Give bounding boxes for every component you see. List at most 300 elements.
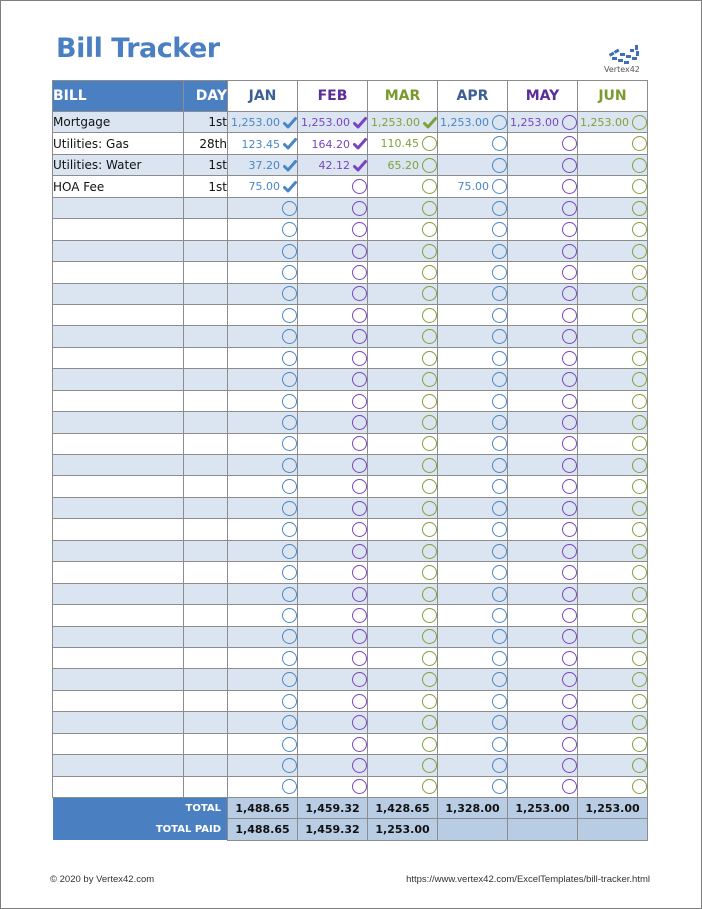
amount-cell-jan[interactable] [228,455,298,476]
amount-cell-jun[interactable] [578,712,648,733]
amount-cell-jun[interactable] [578,412,648,433]
due-day-cell[interactable]: 1st [184,176,228,197]
bill-name-cell[interactable] [53,497,184,518]
unpaid-circle-icon [632,436,647,451]
amount-cell-feb[interactable] [298,112,368,133]
due-day-cell[interactable] [184,304,228,325]
amount-cell-mar[interactable] [368,626,438,647]
amount-cell-mar[interactable] [368,647,438,668]
due-day-cell[interactable] [184,412,228,433]
amount-cell-may[interactable] [508,626,578,647]
amount-cell-jun[interactable] [578,154,648,175]
amount-cell-feb[interactable] [298,690,368,711]
amount-cell-may[interactable] [508,562,578,583]
total-paid-mar: 1,253.00 [368,819,438,840]
amount-cell-feb[interactable] [298,154,368,175]
bill-name-cell[interactable] [53,412,184,433]
amount-cell-apr[interactable] [438,712,508,733]
amount-cell-may[interactable] [508,540,578,561]
unpaid-circle-icon [562,136,577,151]
amount-cell-jan[interactable] [228,562,298,583]
amount-cell-jun[interactable] [578,240,648,261]
unpaid-circle-icon [632,479,647,494]
amount-cell-feb[interactable] [298,605,368,626]
amount-cell-mar[interactable] [368,776,438,797]
amount-cell-apr[interactable] [438,304,508,325]
unpaid-circle-icon [282,737,297,752]
unpaid-circle-icon [632,222,647,237]
due-day-cell[interactable] [184,219,228,240]
amount-cell-mar[interactable] [368,154,438,175]
amount-cell-apr[interactable] [438,755,508,776]
bill-name-cell[interactable]: Utilities: Gas [53,133,184,154]
bill-name-cell[interactable] [53,733,184,754]
due-day-cell[interactable] [184,712,228,733]
amount-cell-feb[interactable] [298,197,368,218]
bill-name-cell[interactable] [53,219,184,240]
amount-cell-mar[interactable] [368,669,438,690]
header-row [53,81,648,112]
amount-cell-apr[interactable] [438,176,508,197]
bill-name-cell[interactable] [53,519,184,540]
amount-cell-may[interactable] [508,219,578,240]
due-day-cell[interactable] [184,562,228,583]
amount-cell-mar[interactable] [368,733,438,754]
amount-cell-jan[interactable] [228,326,298,347]
bill-name-cell[interactable] [53,197,184,218]
amount-cell-jan[interactable] [228,176,298,197]
due-day-cell[interactable] [184,197,228,218]
amount-cell-jun[interactable] [578,626,648,647]
unpaid-circle-icon [282,651,297,666]
amount-cell-may[interactable] [508,347,578,368]
amount-cell-feb[interactable] [298,176,368,197]
due-day-cell[interactable] [184,647,228,668]
amount-cell-jun[interactable] [578,219,648,240]
amount-cell-feb[interactable] [298,733,368,754]
amount-cell-jan[interactable] [228,197,298,218]
amount-cell-may[interactable] [508,712,578,733]
amount-cell-feb[interactable] [298,433,368,454]
amount-cell-may[interactable] [508,455,578,476]
due-day-cell[interactable] [184,455,228,476]
bill-name-cell[interactable] [53,776,184,797]
bill-name-cell[interactable] [53,240,184,261]
amount-cell-jan[interactable] [228,240,298,261]
bill-name-cell[interactable] [53,283,184,304]
amount-cell-jan[interactable] [228,605,298,626]
due-day-cell[interactable] [184,669,228,690]
amount-cell-may[interactable] [508,197,578,218]
due-day-cell[interactable] [184,240,228,261]
amount-cell-jun[interactable] [578,755,648,776]
amount-cell-jan[interactable] [228,219,298,240]
due-day-cell[interactable] [184,369,228,390]
amount-cell-mar[interactable] [368,133,438,154]
amount-cell-apr[interactable] [438,347,508,368]
amount-cell-feb[interactable] [298,262,368,283]
amount-cell-may[interactable] [508,412,578,433]
unpaid-circle-icon [352,372,367,387]
amount-cell-mar[interactable] [368,519,438,540]
amount-cell-apr[interactable] [438,669,508,690]
due-day-cell[interactable] [184,690,228,711]
amount-cell-jan[interactable] [228,583,298,604]
due-day-cell[interactable]: 1st [184,112,228,133]
amount-cell-jan[interactable] [228,347,298,368]
amount-cell-jan[interactable] [228,133,298,154]
unpaid-circle-icon [632,394,647,409]
amount-cell-jun[interactable] [578,133,648,154]
amount-cell-jun[interactable] [578,583,648,604]
unpaid-circle-icon [632,329,647,344]
amount-cell-apr[interactable] [438,476,508,497]
amount-cell-jan[interactable] [228,755,298,776]
amount-cell-jan[interactable] [228,412,298,433]
amount-cell-may[interactable] [508,390,578,411]
amount-cell-apr[interactable] [438,540,508,561]
amount-cell-jan[interactable] [228,112,298,133]
unpaid-circle-icon [562,351,577,366]
due-day-cell[interactable] [184,283,228,304]
bill-name-cell[interactable] [53,712,184,733]
unpaid-circle-icon [422,587,437,602]
amount-cell-feb[interactable] [298,369,368,390]
amount-cell-apr[interactable] [438,283,508,304]
amount-cell-apr[interactable] [438,497,508,518]
amount-cell-feb[interactable] [298,455,368,476]
bill-name-cell[interactable] [53,562,184,583]
amount-cell-jun[interactable] [578,390,648,411]
bill-name-cell[interactable] [53,476,184,497]
amount-cell-apr[interactable] [438,219,508,240]
unpaid-circle-icon [422,158,437,173]
amount-cell-jan[interactable] [228,283,298,304]
bill-name-cell[interactable]: Utilities: Water [53,154,184,175]
due-day-cell[interactable] [184,626,228,647]
due-day-cell[interactable] [184,326,228,347]
unpaid-circle-icon [422,608,437,623]
unpaid-circle-icon [562,372,577,387]
amount-cell-jun[interactable] [578,433,648,454]
amount-cell-jun[interactable] [578,519,648,540]
bill-name-cell[interactable] [53,540,184,561]
amount-cell-may[interactable] [508,647,578,668]
amount-cell-jun[interactable] [578,476,648,497]
due-day-cell[interactable] [184,755,228,776]
due-day-cell[interactable]: 28th [184,133,228,154]
amount-cell-jun[interactable] [578,497,648,518]
amount-cell-feb[interactable] [298,712,368,733]
amount-cell-feb[interactable] [298,669,368,690]
amount-cell-apr[interactable] [438,733,508,754]
amount-cell-mar[interactable] [368,433,438,454]
unpaid-circle-icon [632,608,647,623]
amount-cell-may[interactable] [508,112,578,133]
amount-cell-may[interactable] [508,304,578,325]
amount-cell-jan[interactable] [228,647,298,668]
table-row [53,497,648,518]
amount-cell-feb[interactable] [298,347,368,368]
amount-cell-apr[interactable] [438,647,508,668]
amount-cell-jan[interactable] [228,733,298,754]
amount-cell-may[interactable] [508,497,578,518]
amount-cell-feb[interactable] [298,304,368,325]
amount-cell-jun[interactable] [578,647,648,668]
amount-cell-may[interactable] [508,262,578,283]
unpaid-circle-icon [562,501,577,516]
amount-cell-mar[interactable] [368,304,438,325]
amount-cell-mar[interactable] [368,476,438,497]
bill-name-cell[interactable] [53,390,184,411]
amount-cell-jun[interactable] [578,669,648,690]
amount-cell-feb[interactable] [298,326,368,347]
unpaid-circle-icon [562,737,577,752]
amount-cell-mar[interactable] [368,712,438,733]
amount-cell-jun[interactable] [578,326,648,347]
amount-cell-jun[interactable] [578,605,648,626]
amount-cell-mar[interactable] [368,326,438,347]
amount-cell-apr[interactable] [438,197,508,218]
bill-name-cell[interactable] [53,455,184,476]
amount-cell-jun[interactable] [578,283,648,304]
amount-cell-apr[interactable] [438,455,508,476]
amount-cell-jan[interactable] [228,690,298,711]
amount-cell-apr[interactable] [438,626,508,647]
unpaid-circle-icon [352,415,367,430]
unpaid-circle-icon [492,415,507,430]
amount-cell-feb[interactable] [298,540,368,561]
amount-cell-jun[interactable] [578,347,648,368]
amount-cell-apr[interactable] [438,776,508,797]
amount-cell-jan[interactable] [228,304,298,325]
bill-name-cell[interactable] [53,755,184,776]
amount-cell-jan[interactable] [228,712,298,733]
due-day-cell[interactable] [184,476,228,497]
amount-value: 1,253.00 [371,116,420,130]
amount-cell-jan[interactable] [228,369,298,390]
amount-cell-jun[interactable] [578,776,648,797]
unpaid-circle-icon [422,565,437,580]
table-row [53,283,648,304]
amount-cell-feb[interactable] [298,497,368,518]
amount-cell-jun[interactable] [578,733,648,754]
amount-cell-may[interactable] [508,605,578,626]
amount-cell-mar[interactable] [368,540,438,561]
amount-cell-jan[interactable] [228,154,298,175]
amount-cell-feb[interactable] [298,476,368,497]
amount-cell-apr[interactable] [438,412,508,433]
amount-cell-feb[interactable] [298,562,368,583]
amount-cell-feb[interactable] [298,283,368,304]
amount-cell-may[interactable] [508,776,578,797]
unpaid-circle-icon [562,479,577,494]
unpaid-circle-icon [352,501,367,516]
due-day-cell[interactable] [184,540,228,561]
amount-cell-jan[interactable] [228,433,298,454]
amount-cell-may[interactable] [508,476,578,497]
amount-cell-mar[interactable] [368,455,438,476]
amount-cell-jun[interactable] [578,369,648,390]
amount-cell-may[interactable] [508,669,578,690]
amount-cell-apr[interactable] [438,390,508,411]
bill-name-cell[interactable] [53,647,184,668]
amount-cell-may[interactable] [508,369,578,390]
amount-cell-apr[interactable] [438,519,508,540]
amount-cell-jun[interactable] [578,690,648,711]
amount-cell-mar[interactable] [368,690,438,711]
unpaid-circle-icon [632,501,647,516]
column-header-bill: BILL [53,81,184,112]
bill-name-cell[interactable] [53,262,184,283]
bill-name-cell[interactable] [53,369,184,390]
table-row [53,476,648,497]
bill-name-cell[interactable]: HOA Fee [53,176,184,197]
amount-cell-feb[interactable] [298,519,368,540]
amount-cell-jun[interactable] [578,304,648,325]
amount-cell-mar[interactable] [368,240,438,261]
amount-cell-may[interactable] [508,733,578,754]
amount-cell-may[interactable] [508,690,578,711]
bill-name-cell[interactable]: Mortgage [53,112,184,133]
amount-cell-mar[interactable] [368,369,438,390]
amount-cell-apr[interactable] [438,262,508,283]
amount-cell-jan[interactable] [228,540,298,561]
total-row [53,798,648,819]
due-day-cell[interactable] [184,583,228,604]
amount-cell-mar[interactable] [368,219,438,240]
amount-cell-may[interactable] [508,283,578,304]
amount-cell-apr[interactable] [438,326,508,347]
amount-cell-may[interactable] [508,433,578,454]
amount-cell-apr[interactable] [438,690,508,711]
amount-cell-jun[interactable] [578,112,648,133]
bill-name-cell[interactable] [53,433,184,454]
bill-name-cell[interactable] [53,583,184,604]
amount-cell-mar[interactable] [368,497,438,518]
table-row [53,562,648,583]
amount-cell-jun[interactable] [578,262,648,283]
amount-cell-feb[interactable] [298,219,368,240]
amount-cell-apr[interactable] [438,154,508,175]
due-day-cell[interactable] [184,347,228,368]
amount-cell-may[interactable] [508,240,578,261]
amount-cell-feb[interactable] [298,583,368,604]
unpaid-circle-icon [492,608,507,623]
amount-cell-jan[interactable] [228,497,298,518]
amount-cell-jan[interactable] [228,262,298,283]
amount-cell-mar[interactable] [368,412,438,433]
table-row [53,733,648,754]
footer-url[interactable]: https://www.vertex42.com/ExcelTemplates/bill-tracker.html [406,874,650,885]
amount-cell-apr[interactable] [438,369,508,390]
amount-cell-feb[interactable] [298,776,368,797]
amount-cell-apr[interactable] [438,133,508,154]
bill-name-cell[interactable] [53,690,184,711]
due-day-cell[interactable] [184,605,228,626]
due-day-cell[interactable] [184,433,228,454]
amount-cell-mar[interactable] [368,562,438,583]
bill-name-cell[interactable] [53,669,184,690]
amount-cell-jun[interactable] [578,197,648,218]
amount-cell-mar[interactable] [368,283,438,304]
amount-cell-feb[interactable] [298,626,368,647]
amount-cell-feb[interactable] [298,755,368,776]
amount-cell-mar[interactable] [368,347,438,368]
due-day-cell[interactable] [184,776,228,797]
amount-cell-feb[interactable] [298,390,368,411]
amount-cell-jan[interactable] [228,476,298,497]
amount-cell-mar[interactable] [368,605,438,626]
amount-cell-feb[interactable] [298,647,368,668]
amount-cell-feb[interactable] [298,412,368,433]
bill-name-cell[interactable] [53,626,184,647]
unpaid-circle-icon [282,715,297,730]
amount-cell-may[interactable] [508,755,578,776]
unpaid-circle-icon [422,286,437,301]
amount-cell-mar[interactable] [368,262,438,283]
due-day-cell[interactable] [184,519,228,540]
bill-name-cell[interactable] [53,304,184,325]
amount-cell-apr[interactable] [438,583,508,604]
unpaid-circle-icon [562,329,577,344]
amount-cell-mar[interactable] [368,176,438,197]
amount-cell-jun[interactable] [578,540,648,561]
amount-cell-mar[interactable] [368,390,438,411]
amount-cell-jun[interactable] [578,455,648,476]
due-day-cell[interactable] [184,497,228,518]
amount-cell-apr[interactable] [438,605,508,626]
amount-cell-feb[interactable] [298,133,368,154]
amount-cell-mar[interactable] [368,755,438,776]
amount-cell-apr[interactable] [438,240,508,261]
amount-cell-jan[interactable] [228,390,298,411]
amount-cell-mar[interactable] [368,112,438,133]
due-day-cell[interactable] [184,733,228,754]
amount-cell-jan[interactable] [228,519,298,540]
amount-cell-jan[interactable] [228,669,298,690]
amount-cell-feb[interactable] [298,240,368,261]
due-day-cell[interactable] [184,390,228,411]
due-day-cell[interactable] [184,262,228,283]
amount-cell-jan[interactable] [228,776,298,797]
amount-cell-apr[interactable] [438,562,508,583]
bill-name-cell[interactable] [53,605,184,626]
amount-cell-jun[interactable] [578,562,648,583]
amount-cell-may[interactable] [508,519,578,540]
amount-value: 75.00 [248,180,280,194]
amount-cell-may[interactable] [508,326,578,347]
amount-cell-jun[interactable] [578,176,648,197]
amount-value: 1,253.00 [301,116,350,130]
bill-name-cell[interactable] [53,326,184,347]
due-day-cell[interactable]: 1st [184,154,228,175]
table-row [53,240,648,261]
unpaid-circle-icon [282,265,297,280]
amount-cell-jan[interactable] [228,626,298,647]
unpaid-circle-icon [492,522,507,537]
amount-cell-may[interactable] [508,176,578,197]
table-row [53,176,648,197]
amount-cell-may[interactable] [508,133,578,154]
amount-cell-may[interactable] [508,154,578,175]
amount-cell-apr[interactable] [438,112,508,133]
amount-cell-may[interactable] [508,583,578,604]
amount-cell-mar[interactable] [368,197,438,218]
bill-name-cell[interactable] [53,347,184,368]
amount-cell-mar[interactable] [368,583,438,604]
amount-cell-apr[interactable] [438,433,508,454]
